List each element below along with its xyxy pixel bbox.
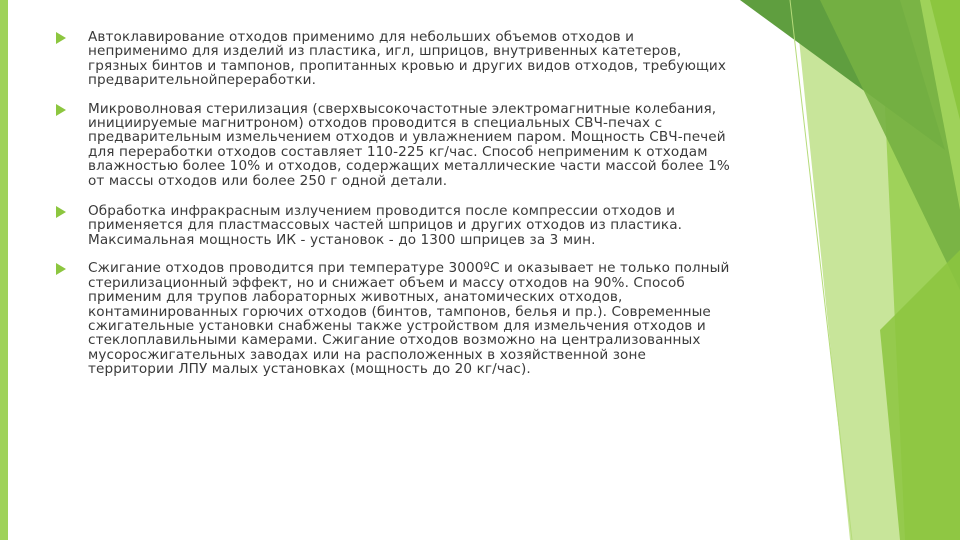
bullet-item (56, 30, 732, 88)
bullet-list (56, 30, 732, 391)
bullet-text-infrared: Обработка инфракрасным излучением проводится после компрессии отходов и применяется для пластмассовых частей шприцов и других отходов из пластика. Максимальная мощность ИК - установок - до 1300 шприцев за 3 мин. (88, 203, 683, 248)
bullet-item (56, 204, 732, 247)
bullet-item (56, 102, 732, 188)
triangle-bullet-icon (56, 32, 66, 44)
triangle-bullet-icon (56, 104, 66, 116)
triangle-bullet-icon (56, 206, 66, 218)
left-accent-strip (0, 0, 8, 540)
bullet-text-incineration: Сжигание отходов проводится при температуре 3000ºС и оказывает не только полный стерилизационный эффект, но и снижает объем и массу отходов на 90%. Способ применим для трупов лабораторных животных, анатомических отходов, контаминированных горючих отходов (бинтов, тампонов, белья и пр.). Современные сжигательные установки снабжены также устройством для измельчения отходов и стеклоплавильными камерами. Сжигание отходов возможно на централизованных мусоросжигательных заводах или на расположенных в хозяйственной зоне территории ЛПУ малых установках (мощность до 20 кг/час). (88, 260, 730, 378)
bullet-text-autoclave: Автоклавирование отходов применимо для небольших объемов отходов и неприменимо для изделий из пластика, игл, шприцов, внутривенных катетеров, грязных бинтов и тампонов, пропитанных кровью и других видов отходов, требующих предварительнойпереработки. (88, 29, 726, 89)
triangle-bullet-icon (56, 263, 66, 275)
bullet-item (56, 261, 732, 376)
bullet-text-microwave: Микроволновая стерилизация (сверхвысокочастотные электромагнитные колебания, инициируемые магнитроном) отходов проводится в специальных СВЧ-печах с предварительным измельчением отходов и увлажнением паром. Мощность СВЧ-печей для переработки отходов составляет 110-225 кг/час. Способ неприменим к отходам влажностью более 10% и отходов, содержащих металлические части массой более 1% от массы отходов или более 250 г одной детали. (88, 100, 730, 189)
